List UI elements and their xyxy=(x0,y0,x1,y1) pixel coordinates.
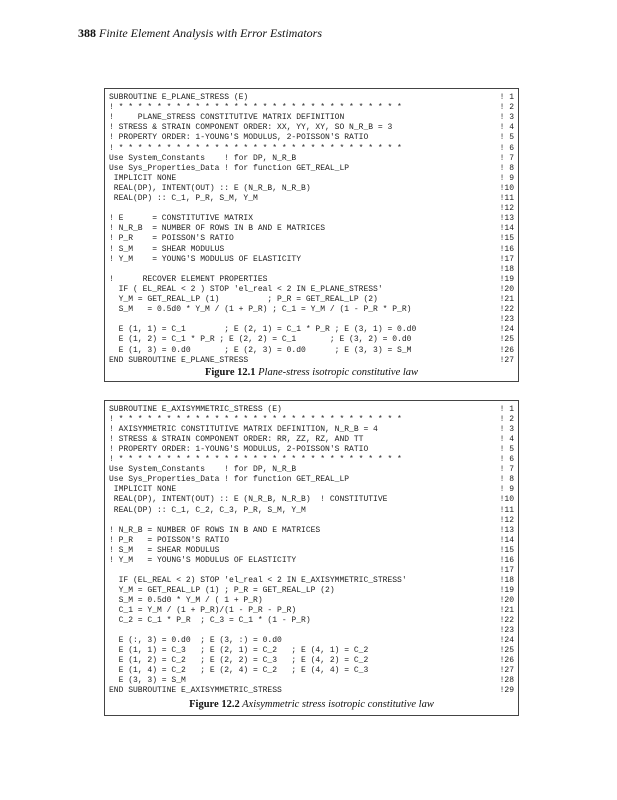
line-number: ! 6 xyxy=(499,143,514,153)
code-text: Use System_Constants ! for DP, N_R_B xyxy=(109,465,297,475)
code-text: Use Sys_Properties_Data ! for function GET_REAL_LP xyxy=(109,475,350,485)
line-number: !24 xyxy=(499,636,514,646)
code-text: SUBROUTINE E_PLANE_STRESS (E) xyxy=(109,93,249,102)
line-number: !21 xyxy=(499,295,514,304)
line-number: !20 xyxy=(499,284,514,294)
code-text: E (1, 1) = C_3 ; E (2, 1) = C_2 ; E (4, 1) = C_2 xyxy=(109,646,369,656)
code-text: E (1, 3) = 0.d0 ; E (2, 3) = 0.d0 ; E (3, 3) = S_M xyxy=(109,345,412,355)
line-number: !13 xyxy=(499,214,514,224)
line-number: !15 xyxy=(499,545,514,555)
line-number: ! 3 xyxy=(499,425,514,435)
code-text: ! STRESS & STRAIN COMPONENT ORDER: RR, ZZ, RZ, AND TT xyxy=(109,435,364,445)
line-number: ! 2 xyxy=(499,103,514,113)
line-number: !19 xyxy=(499,274,514,284)
code-text: ! Y_M = YOUNG'S MODULUS OF ELASTICITY xyxy=(109,254,302,264)
figure-caption-text: Axisymmetric stress isotropic constitutive law xyxy=(242,699,434,710)
line-number: !13 xyxy=(499,525,514,535)
code-text: Use Sys_Properties_Data ! for function GET_REAL_LP xyxy=(109,163,350,173)
code-text: IF (EL_REAL < 2) STOP 'el_real < 2 IN E_AXISYMMETRIC_STRESS' xyxy=(109,575,407,585)
code-text: END SUBROUTINE E_PLANE_STRESS xyxy=(109,355,249,365)
code-text: ! AXISYMMETRIC CONSTITUTIVE MATRIX DEFINITION, N_R_B = 4 xyxy=(109,425,378,435)
code-text: ! STRESS & STRAIN COMPONENT ORDER: XX, YY, XY, SO N_R_B = 3 xyxy=(109,123,393,133)
line-number: !25 xyxy=(499,335,514,345)
line-number: !21 xyxy=(499,606,514,615)
line-number: !17 xyxy=(499,254,514,264)
line-number: !23 xyxy=(499,626,514,636)
line-number: ! 8 xyxy=(499,163,514,173)
code-text: ! S_M = SHEAR MODULUS xyxy=(109,244,225,254)
line-number: !14 xyxy=(499,224,514,234)
line-number: !29 xyxy=(499,686,514,696)
code-text: REAL(DP) :: C_1, C_2, C_3, P_R, S_M, Y_M xyxy=(109,505,306,515)
code-text: ! S_M = SHEAR MODULUS xyxy=(109,545,220,555)
code-text: ! RECOVER ELEMENT PROPERTIES xyxy=(109,274,268,284)
code-text: IF ( EL_REAL < 2 ) STOP 'el_real < 2 IN E_PLANE_STRESS' xyxy=(109,284,383,294)
code-text: ! * * * * * * * * * * * * * * * * * * * * * * * * * * * * * * xyxy=(109,455,402,465)
code-text: ! PLANE_STRESS CONSTITUTIVE MATRIX DEFINITION xyxy=(109,113,345,123)
line-number: !15 xyxy=(499,234,514,244)
line-number: !23 xyxy=(499,315,514,325)
line-number: !24 xyxy=(499,325,514,335)
code-text: C_2 = C_1 * P_R ; C_3 = C_1 * (1 - P_R) xyxy=(109,616,311,626)
code-text: SUBROUTINE E_AXISYMMETRIC_STRESS (E) xyxy=(109,405,282,414)
line-number: !12 xyxy=(499,515,514,525)
book-title: Finite Element Analysis with Error Estimators xyxy=(99,26,322,40)
line-number: !11 xyxy=(499,194,514,203)
code-text: E (1, 2) = C_1 * P_R ; E (2, 2) = C_1 ; E (3, 2) = 0.d0 xyxy=(109,335,412,345)
code-text: S_M = 0.5d0 * Y_M / (1 + P_R) ; C_1 = Y_M / (1 - P_R * P_R) xyxy=(109,305,412,315)
line-number: ! 5 xyxy=(499,133,514,143)
code-text: E (1, 1) = C_1 ; E (2, 1) = C_1 * P_R ; E (3, 1) = 0.d0 xyxy=(109,325,417,335)
line-number: !10 xyxy=(499,495,514,505)
line-number: !17 xyxy=(499,565,514,575)
line-number: !14 xyxy=(499,535,514,545)
code-text: END SUBROUTINE E_AXISYMMETRIC_STRESS xyxy=(109,686,282,696)
code-text: ! PROPERTY ORDER: 1-YOUNG'S MODULUS, 2-POISSON'S RATIO xyxy=(109,133,369,143)
line-number: ! 9 xyxy=(499,485,514,495)
code-text: Use System_Constants ! for DP, N_R_B xyxy=(109,153,297,163)
code-text: E (1, 2) = C_2 ; E (2, 2) = C_3 ; E (4, 2) = C_2 xyxy=(109,656,369,666)
line-number: ! 7 xyxy=(499,465,514,475)
page-header xyxy=(78,26,322,41)
line-number: !12 xyxy=(499,204,514,214)
line-number: !18 xyxy=(499,575,514,585)
code-text: REAL(DP), INTENT(OUT) :: E (N_R_B, N_R_B) ! CONSTITUTIVE xyxy=(109,495,388,505)
line-number: ! 1 xyxy=(499,405,514,414)
code-text: ! PROPERTY ORDER: 1-YOUNG'S MODULUS, 2-POISSON'S RATIO xyxy=(109,445,369,455)
line-number: ! 7 xyxy=(499,153,514,163)
code-text: ! N_R_B = NUMBER OF ROWS IN B AND E MATRICES xyxy=(109,525,321,535)
line-number: ! 1 xyxy=(499,93,514,102)
line-number: !19 xyxy=(499,585,514,595)
code-text: ! N_R_B = NUMBER OF ROWS IN B AND E MATRICES xyxy=(109,224,326,234)
line-number: ! 6 xyxy=(499,455,514,465)
line-number: !26 xyxy=(499,345,514,355)
line-number: ! 8 xyxy=(499,475,514,485)
figure-caption xyxy=(105,367,518,378)
line-number: !27 xyxy=(499,666,514,676)
code-text: E (:, 3) = 0.d0 ; E (3, :) = 0.d0 xyxy=(109,636,282,646)
code-text: E (1, 4) = C_2 ; E (2, 4) = C_2 ; E (4, 4) = C_3 xyxy=(109,666,369,676)
code-text: ! * * * * * * * * * * * * * * * * * * * * * * * * * * * * * * xyxy=(109,103,402,113)
figure-label: Figure 12.1 xyxy=(204,367,256,378)
figure-label: Figure 12.2 xyxy=(189,699,240,710)
line-number: !20 xyxy=(499,595,514,605)
code-text: ! E = CONSTITUTIVE MATRIX xyxy=(109,214,254,224)
code-text: ! P_R = POISSON'S RATIO xyxy=(109,234,234,244)
line-number: ! 9 xyxy=(499,173,514,183)
line-number: !28 xyxy=(499,676,514,686)
line-number: !25 xyxy=(499,646,514,656)
line-number: !16 xyxy=(499,555,514,565)
code-text: IMPLICIT NONE xyxy=(109,173,177,183)
code-text: ! Y_M = YOUNG'S MODULUS OF ELASTICITY xyxy=(109,555,297,565)
line-number: !26 xyxy=(499,656,514,666)
code-text: REAL(DP), INTENT(OUT) :: E (N_R_B, N_R_B) xyxy=(109,183,311,193)
page-number: 388 xyxy=(78,26,96,40)
line-number: ! 4 xyxy=(499,435,514,445)
line-number: !10 xyxy=(499,183,514,193)
code-text: Y_M = GET_REAL_LP (1) ; P_R = GET_REAL_LP (2) xyxy=(109,585,335,595)
code-text: E (3, 3) = S_M xyxy=(109,676,186,686)
code-listing-axisymmetric-stress xyxy=(104,400,519,716)
line-number: !22 xyxy=(499,616,514,626)
code-text: IMPLICIT NONE xyxy=(109,485,177,495)
code-line xyxy=(109,355,514,366)
code-text: ! * * * * * * * * * * * * * * * * * * * * * * * * * * * * * * xyxy=(109,415,402,425)
code-text: C_1 = Y_M / (1 + P_R)/(1 - P_R - P_R) xyxy=(109,606,297,615)
code-text: S_M = 0.5d0 * Y_M / ( 1 + P_R) xyxy=(109,595,263,605)
line-number: ! 2 xyxy=(499,415,514,425)
code-text: ! * * * * * * * * * * * * * * * * * * * * * * * * * * * * * * xyxy=(109,143,402,153)
line-number: ! 3 xyxy=(499,113,514,123)
code-text: REAL(DP) :: C_1, P_R, S_M, Y_M xyxy=(109,194,258,203)
code-text: ! P_R = POISSON'S RATIO xyxy=(109,535,230,545)
line-number: !27 xyxy=(499,355,514,365)
code-line xyxy=(109,685,514,696)
code-text: Y_M = GET_REAL_LP (1) ; P_R = GET_REAL_LP (2) xyxy=(109,295,378,304)
line-number: !11 xyxy=(499,505,514,515)
line-number: ! 5 xyxy=(499,445,514,455)
figure-caption xyxy=(105,699,518,710)
line-number: !18 xyxy=(499,264,514,274)
figure-caption-text: Plane-stress isotropic constitutive law xyxy=(258,367,419,378)
code-listing-plane-stress xyxy=(104,88,519,382)
line-number: !22 xyxy=(499,305,514,315)
line-number: ! 4 xyxy=(499,123,514,133)
line-number: !16 xyxy=(499,244,514,254)
